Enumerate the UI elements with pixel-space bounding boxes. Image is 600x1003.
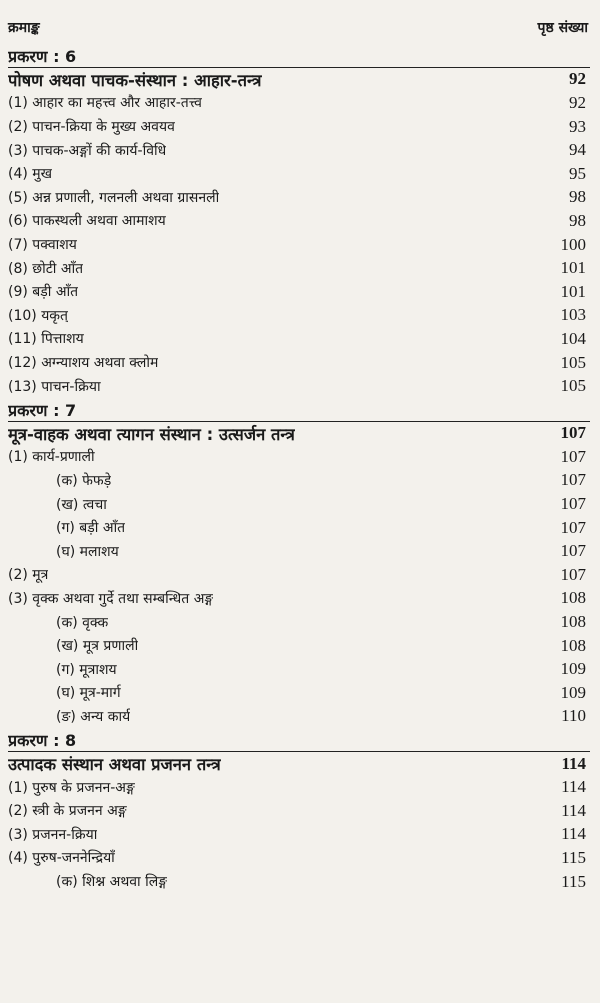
entry-text: (3) वृक्क अथवा गुर्दे तथा सम्बन्धित अङ्ग [8, 590, 214, 607]
entry-text: (ख) त्वचा [56, 496, 107, 513]
entry-page-number: 107 [560, 470, 586, 490]
toc-entry [8, 280, 590, 304]
entry-page-number: 107 [560, 446, 586, 466]
entry-text: (13) पाचन-क्रिया [8, 378, 101, 395]
entry-text: (5) अन्न प्रणाली, गलनली अथवा ग्रासनली [8, 189, 220, 206]
chapter-title-row [8, 68, 590, 92]
toc-list [8, 44, 590, 893]
entry-text: पोषण अथवा पाचक-संस्थान : आहार-तन्त्र [8, 70, 262, 90]
entry-page-number: 115 [561, 871, 586, 891]
chapter-title-row [8, 422, 590, 446]
entry-page-number: 105 [560, 352, 586, 372]
entry-text: (4) मुख [8, 166, 53, 183]
entry-text: (ङ) अन्य कार्य [56, 708, 131, 725]
toc-entry [8, 539, 590, 563]
toc-header [8, 18, 588, 37]
entry-page-number: 94 [569, 140, 586, 160]
toc-entry [8, 91, 590, 115]
entry-page-number: 107 [560, 517, 586, 537]
toc-entry [8, 304, 590, 328]
entry-page-number: 107 [560, 494, 586, 514]
entry-page-number: 93 [569, 116, 586, 136]
entry-page-number: 114 [561, 824, 586, 844]
entry-page-number: 100 [560, 234, 586, 254]
chapter-heading [8, 398, 590, 422]
entry-page-number: 110 [561, 706, 586, 726]
entry-page-number: 101 [560, 281, 586, 301]
serial-number-heading: क्रमाङ्क [8, 20, 40, 36]
entry-page-number: 92 [569, 92, 586, 112]
entry-text: (10) यकृत् [8, 307, 69, 324]
entry-text: (1) कार्य-प्रणाली [8, 449, 95, 466]
entry-page-number: 105 [560, 376, 586, 396]
entry-page-number: 104 [560, 328, 586, 348]
toc-entry [8, 209, 590, 233]
entry-text: (2) पाचन-क्रिया के मुख्य अवयव [8, 119, 175, 136]
toc-entry [8, 445, 590, 469]
entry-page-number: 114 [561, 800, 586, 820]
entry-text: (3) प्रजनन-क्रिया [8, 826, 98, 843]
entry-text: (क) वृक्क [56, 614, 109, 631]
entry-text: (ग) बड़ी आँत [56, 520, 126, 537]
toc-entry [8, 775, 590, 799]
entry-text: प्रकरण : 6 [8, 46, 77, 66]
entry-text: (घ) मूत्र-मार्ग [56, 685, 121, 702]
toc-entry [8, 115, 590, 139]
entry-text: (8) छोटी आँत [8, 260, 84, 277]
entry-page-number: 107 [560, 541, 586, 561]
entry-text: (क) शिश्न अथवा लिङ्ग [56, 874, 168, 891]
entry-page-number: 107 [560, 564, 586, 584]
toc-entry [8, 705, 590, 729]
chapter-heading [8, 728, 590, 752]
toc-entry [8, 469, 590, 493]
entry-page-number: 115 [561, 847, 586, 867]
toc-entry [8, 587, 590, 611]
toc-entry [8, 846, 590, 870]
toc-entry [8, 138, 590, 162]
entry-page-number: 101 [560, 258, 586, 278]
entry-text: (2) स्त्री के प्रजनन अङ्ग [8, 803, 127, 820]
entry-text: (क) फेफड़े [56, 472, 112, 489]
toc-entry [8, 610, 590, 634]
entry-page-number: 108 [560, 612, 586, 632]
entry-text: प्रकरण : 8 [8, 731, 77, 751]
entry-text: (4) पुरुष-जननेन्द्रियाँ [8, 850, 115, 867]
entry-page-number: 107 [560, 423, 586, 443]
toc-entry [8, 492, 590, 516]
toc-entry [8, 799, 590, 823]
toc-entry [8, 516, 590, 540]
toc-entry [8, 870, 590, 894]
toc-entry [8, 681, 590, 705]
entry-page-number: 114 [561, 753, 586, 773]
entry-text: (1) पुरुष के प्रजनन-अङ्ग [8, 779, 135, 796]
entry-text: (घ) मलाशय [56, 543, 119, 560]
entry-text: (ग) मूत्राशय [56, 661, 117, 678]
toc-entry [8, 256, 590, 280]
toc-entry [8, 657, 590, 681]
entry-page-number: 108 [560, 635, 586, 655]
entry-text: (1) आहार का महत्त्व और आहार-तत्त्व [8, 95, 202, 112]
entry-text: (ख) मूत्र प्रणाली [56, 638, 139, 655]
entry-text: (7) पक्वाशय [8, 237, 77, 254]
toc-entry [8, 823, 590, 847]
entry-text: (12) अग्न्याशय अथवा क्लोम [8, 355, 159, 372]
entry-page-number: 108 [560, 588, 586, 608]
entry-text: प्रकरण : 7 [8, 400, 77, 420]
entry-text: (2) मूत्र [8, 567, 49, 584]
toc-entry [8, 634, 590, 658]
entry-page-number: 98 [569, 187, 586, 207]
entry-text: (6) पाकस्थली अथवा आमाशय [8, 213, 166, 230]
entry-page-number: 103 [560, 305, 586, 325]
entry-text: (11) पित्ताशय [8, 331, 84, 348]
entry-page-number: 92 [569, 69, 586, 89]
entry-page-number: 109 [560, 659, 586, 679]
entry-page-number: 114 [561, 777, 586, 797]
toc-entry [8, 186, 590, 210]
toc-entry [8, 374, 590, 398]
chapter-title-row [8, 752, 590, 776]
entry-page-number: 98 [569, 210, 586, 230]
entry-text: मूत्र-वाहक अथवा त्यागन संस्थान : उत्सर्जन तन्त्र [8, 424, 295, 444]
toc-entry [8, 162, 590, 186]
page-number-heading: पृष्ठ संख्या [537, 20, 588, 36]
toc-entry [8, 351, 590, 375]
entry-text: (9) बड़ी आँत [8, 284, 79, 301]
chapter-heading [8, 44, 590, 68]
entry-page-number: 109 [560, 682, 586, 702]
toc-entry [8, 327, 590, 351]
entry-page-number: 95 [569, 163, 586, 183]
entry-text: (3) पाचक-अङ्गों की कार्य-विधि [8, 142, 167, 159]
toc-entry [8, 233, 590, 257]
entry-text: उत्पादक संस्थान अथवा प्रजनन तन्त्र [8, 755, 221, 775]
toc-entry [8, 563, 590, 587]
